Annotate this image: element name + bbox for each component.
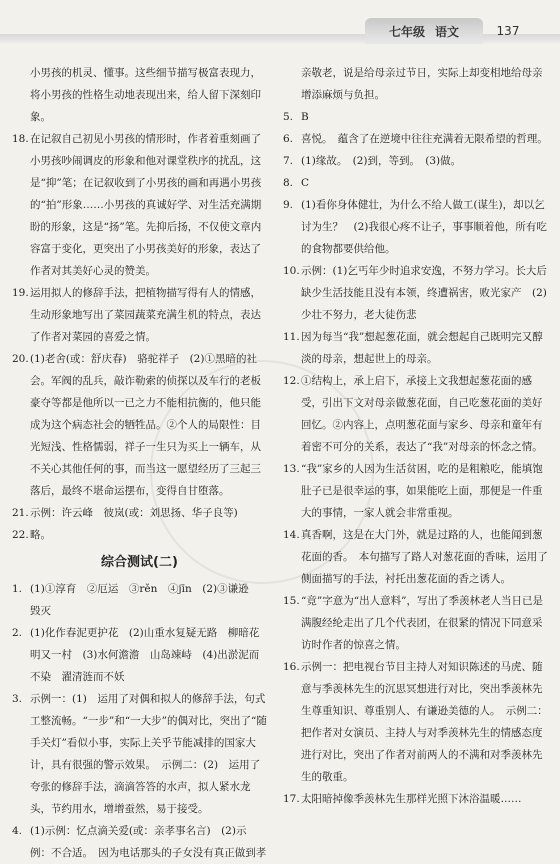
answer-number: 5. xyxy=(283,111,294,123)
answer-text: (1)化作春泥更护花 (2)山重水复疑无路 柳暗花明又一村 (3)水何澹澹 山岛竦峙 (4)出淤泥而不染 濯清涟而不妖 xyxy=(30,627,260,683)
answer-number: 7. xyxy=(283,155,294,167)
answer-number: 11. xyxy=(283,331,300,343)
answer-entry xyxy=(12,578,267,622)
section-title: 综合测试(二) xyxy=(101,555,178,570)
answer-entry xyxy=(12,62,267,128)
answer-entry xyxy=(283,150,548,172)
answer-number: 20. xyxy=(12,353,29,365)
answer-number: 22. xyxy=(12,529,29,541)
grade-subject-tab xyxy=(365,18,483,44)
answer-number: 9. xyxy=(283,199,294,211)
answer-number: 2. xyxy=(12,627,23,639)
answer-entry xyxy=(283,524,548,590)
answer-entry xyxy=(12,622,267,688)
answer-entry xyxy=(283,62,548,106)
answer-entry xyxy=(283,326,548,370)
answer-entry xyxy=(283,656,548,788)
page-header xyxy=(0,0,560,56)
left-answer-list xyxy=(12,62,267,546)
answer-text: 太阳暗掉像季羡林先生那样光照下沐浴温暖…… xyxy=(301,793,522,805)
answer-text: (1)①淳育 ②厄运 ③rěn ④jīn (2)③谦逊 毁灭 xyxy=(30,583,260,617)
right-column xyxy=(283,62,548,810)
answer-text: B xyxy=(301,111,309,123)
answer-text: 真香啊，这是在大门外，就是过路的人，也能闻到葱花面的香。 本句描写了路人对葱花面的香味，运用了侧面描写的手法，衬托出葱花面的香之诱人。 xyxy=(301,529,548,585)
answer-text: ①结构上，承上启下，承接上文我想起葱花面的感受，引出下文对母亲做葱花面，自己吃葱花面的美好回忆。②内容上，点明葱花面与家乡、母亲和童年有着密不可分的关系，表达了“我”对母亲的怀念之情。 xyxy=(301,375,543,453)
answer-number: 8. xyxy=(283,177,294,189)
answer-text: 示例一：把电视台节目主持人对知识陈述的马虎、随意与季羡林先生的沉思冥想进行对比，突出季羡林先生尊重知识、尊重别人、有谦逊美德的人。 示例二：把作者对女演员、主持人与对季羡林先生的情感态度进行对比，突出了作者对前两人的不满和对季羡林先生的敬重。 xyxy=(301,661,548,783)
answer-text: (1)示例：忆点滴关爱(或：亲孝事名言) (2)示例：不合适。 因为电话那头的子女没有真正做到孝 xyxy=(30,825,267,859)
answer-number: 3. xyxy=(12,693,23,705)
right-answer-list xyxy=(283,62,548,810)
answer-text: C xyxy=(301,177,310,189)
answer-text: (1)缘故。 (2)到，等到。 (3)做。 xyxy=(301,155,462,167)
answer-text: 示例一：(1) 运用了对偶和拟人的修辞手法，句式工整流畅。“一步”和“一大步”的偶对比，突出了“随手关灯”看似小事，实际上关乎节能减排的国家大计，具有很强的警示效果。 示例二：(2) 运用了夸张的修辞手法，滴滴答答的水声，拟人紧水龙头，节约用水，增增蚕然，易于接受。 xyxy=(30,693,267,815)
answer-number: 13. xyxy=(283,463,300,475)
left-column xyxy=(12,62,267,864)
left-answer-list-after xyxy=(12,578,267,864)
answer-number: 19. xyxy=(12,287,29,299)
answer-entry xyxy=(283,194,548,260)
answer-entry xyxy=(12,128,267,282)
answer-text: 示例：许云峰 彼岚(或：刘思扬、华子良等) xyxy=(30,507,238,519)
answer-entry xyxy=(12,688,267,820)
answer-text: 小男孩的机灵、懂事。这些细节描写极富表现力，将小男孩的性格生动地表现出来，给人留下深刻印象。 xyxy=(30,67,261,123)
answer-entry xyxy=(12,348,267,502)
answer-entry xyxy=(283,106,548,128)
answer-number: 14. xyxy=(283,529,300,541)
answer-number: 6. xyxy=(283,133,294,145)
answer-text: (1)老舍(或：舒庆春) 骆驼祥子 (2)①黑暗的社会。军阀的乱兵，敲诈勒索的侦探以及车行的老板豪夺等都是他所以一已之力不能相抗衡的，他只能成为这个病态社会的牺牲品。②个人的局限性：目光短浅、性格懦弱，祥子一生只为买上一辆车，从不关心其他任何的事，而当这一愿望经历了三起三落后，最终不堪命运摆布，变得自甘堕落。 xyxy=(30,353,261,497)
answer-entry xyxy=(283,128,548,150)
answer-text: 喜悦。 蕴含了在逆境中往往充满着无限希望的哲理。 xyxy=(301,133,548,145)
answer-entry xyxy=(283,172,548,194)
grade-label: 七年级 xyxy=(388,24,425,39)
answer-number: 10. xyxy=(283,265,300,277)
answer-entry xyxy=(12,502,267,524)
answer-entry xyxy=(283,458,548,524)
answer-number: 15. xyxy=(283,595,300,607)
answer-entry xyxy=(283,788,548,810)
subject-label: 语文 xyxy=(435,24,460,39)
answer-entry xyxy=(12,524,267,546)
answer-entry xyxy=(283,590,548,656)
answer-text: “竟”字意为“出人意料”，写出了季羡林老人当日已是满腹经纶走出了几个代表团，在很紧的情况下同意采访时作者的惊喜之情。 xyxy=(301,595,543,651)
answer-number: 1. xyxy=(12,583,23,595)
answer-number: 21. xyxy=(12,507,29,519)
answer-text: 在记叙自己初见小男孩的情形时，作者着重刻画了小男孩吵闹调皮的形象和他对课堂秩序的扰乱，这是“抑”笔；在记叙收到了小男孩的画和再遇小男孩的“拍”形象……小男孩的真诚好学、对生活充满期盼的形象，这是“扬”笔。先抑后扬，不仅使文章内容富于变化，更突出了小男孩美好的形象，表达了作者对其美好心灵的赞美。 xyxy=(30,133,262,277)
answer-number: 12. xyxy=(283,375,300,387)
answer-text: 亲敬老，说是给母亲过节日，实际上却变相地给母亲增添麻烦与负担。 xyxy=(301,67,543,101)
answer-text: 运用拟人的修辞手法，把植物描写得有人的情感，生动形象地写出了菜园蔬菜充满生机的特点，表达了作者对菜园的喜爱之情。 xyxy=(30,287,261,343)
answer-text: 略。 xyxy=(30,529,51,541)
answer-entry xyxy=(12,820,267,864)
answer-entry xyxy=(283,260,548,326)
answer-number: 18. xyxy=(12,133,29,145)
answer-entry xyxy=(12,282,267,348)
answer-entry xyxy=(283,370,548,458)
answer-text: 因为每当“我”想起葱花面，就会想起自己既明完又醇淡的母亲，想起世上的母亲。 xyxy=(301,331,543,365)
answer-number: 4. xyxy=(12,825,23,837)
answer-number: 17. xyxy=(283,793,300,805)
answer-text: 示例：(1)乞丐年少时追求安逸，不努力学习。长大后缺少生活技能且没有本领，终遭祸害，败光家产 (2)少壮不努力，老大徒伤悲 xyxy=(301,265,547,321)
answer-number: 16. xyxy=(283,661,300,673)
answer-text: “我”家乡的人因为生活贫困，吃的是粗粮吃，能填饱肚子已是很幸运的事，如果能吃上面，那便是一件重大的事情，一家人就会非常重视。 xyxy=(301,463,543,519)
answer-text: (1)看你身体健壮，为什么不给人做工(谋生)，却以乞讨为生？ (2)我很心疼不让子，事事顺着他，所有吃的食物都要供给他。 xyxy=(301,199,547,255)
page-number: 137 xyxy=(496,24,520,38)
